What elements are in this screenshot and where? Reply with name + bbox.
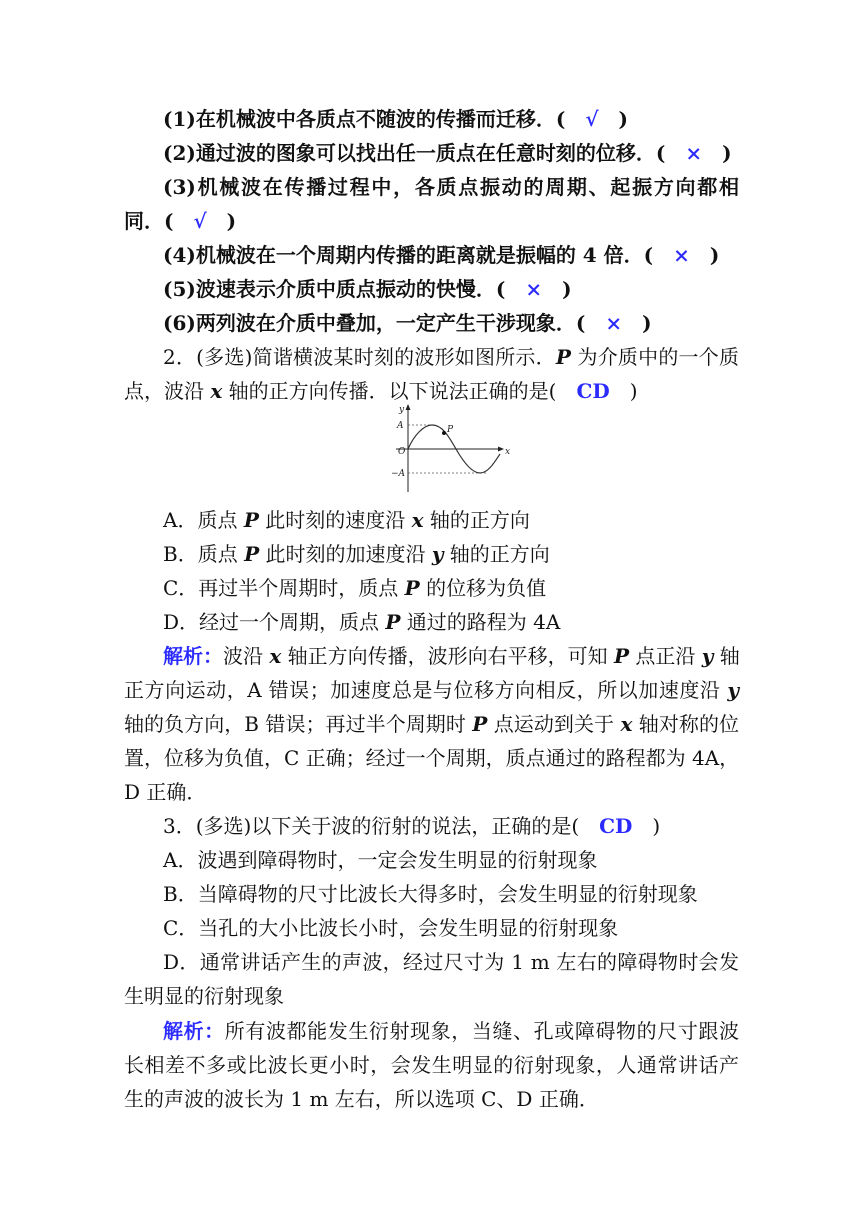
q2-option-c: C．再过半个周期时，质点 P 的位移为负值 — [163, 576, 547, 600]
q2-option-b: B．质点 P 此时刻的加速度沿 y 轴的正方向 — [163, 542, 550, 566]
point-p — [442, 431, 446, 435]
origin-label: O — [398, 447, 406, 457]
wave-figure — [386, 402, 516, 494]
amp-pos-label: A — [397, 421, 404, 431]
question-2-stem-cont: 点，波沿 x 轴的正方向传播．以下说法正确的是( CD ) — [124, 379, 638, 403]
question-3-stem: 3．(多选)以下关于波的衍射的说法，正确的是( CD ) — [163, 814, 661, 838]
q3-solution-2: 长相差不多或比波长更小时，会发生明显的衍射现象，人通常讲话产 — [124, 1053, 739, 1077]
q3-option-a: A．波遇到障碍物时，一定会发生明显的衍射现象 — [163, 848, 598, 872]
q2-solution-2: 正方向运动，A 错误；加速度总是与位移方向相反，所以加速度沿 y — [124, 678, 739, 702]
q2-option-a: A．质点 P 此时刻的速度沿 x 轴的正方向 — [163, 508, 530, 532]
q2-solution-1: 解析：波沿 x 轴正方向传播，波形向右平移，可知 P 点正沿 y 轴 — [163, 644, 740, 668]
wave-graph — [386, 402, 516, 494]
q3-option-c: C．当孔的大小比波长小时，会发生明显的衍射现象 — [163, 916, 619, 940]
y-axis-arrow — [406, 404, 411, 410]
point-p-label: P — [447, 425, 454, 435]
judge-item-4: (4)机械波在一个周期内传播的距离就是振幅的 4 倍．( × ) — [163, 243, 720, 267]
x-label: x — [505, 447, 511, 457]
judge-item-2: (2)通过波的图象可以找出任一质点在任意时刻的位移．( × ) — [163, 141, 732, 165]
judge-item-6: (6)两列波在介质中叠加，一定产生干涉现象．( × ) — [163, 311, 652, 335]
question-2-stem: 2．(多选)简谐横波某时刻的波形如图所示．P 为介质中的一个质 — [163, 345, 739, 369]
q2-option-d: D．经过一个周期，质点 P 通过的路程为 4A — [163, 610, 561, 634]
amp-neg-label: −A — [391, 469, 406, 479]
judge-item-5: (5)波速表示介质中质点振动的快慢．( × ) — [163, 277, 572, 301]
q3-solution-3: 生的声波的波长为 1 m 左右，所以选项 C、D 正确． — [124, 1087, 599, 1111]
x-axis-arrow — [498, 447, 504, 452]
q3-option-b: B．当障碍物的尺寸比波长大得多时，会发生明显的衍射现象 — [163, 882, 698, 906]
judge-item-3: (3)机械波在传播过程中，各质点振动的周期、起振方向都相 — [163, 175, 739, 199]
q3-solution-1: 解析：所有波都能发生衍射现象，当缝、孔或障碍物的尺寸跟波 — [163, 1019, 740, 1043]
judge-item-1: (1)在机械波中各质点不随波的传播而迁移．( √ ) — [163, 107, 628, 131]
q2-solution-5: D 正确． — [124, 780, 207, 804]
q2-solution-4: 置，位移为负值，C 正确；经过一个周期，质点通过的路程都为 4A， — [124, 746, 740, 770]
q3-option-d-cont: 生明显的衍射现象 — [124, 984, 284, 1008]
q2-solution-3: 轴的负方向，B 错误；再过半个周期时 P 点运动到关于 x 轴对称的位 — [124, 712, 739, 736]
q3-option-d: D．通常讲话产生的声波，经过尺寸为 1 m 左右的障碍物时会发 — [163, 950, 739, 974]
y-label: y — [399, 405, 405, 415]
judge-item-3-cont: 同．( √ ) — [124, 209, 237, 233]
